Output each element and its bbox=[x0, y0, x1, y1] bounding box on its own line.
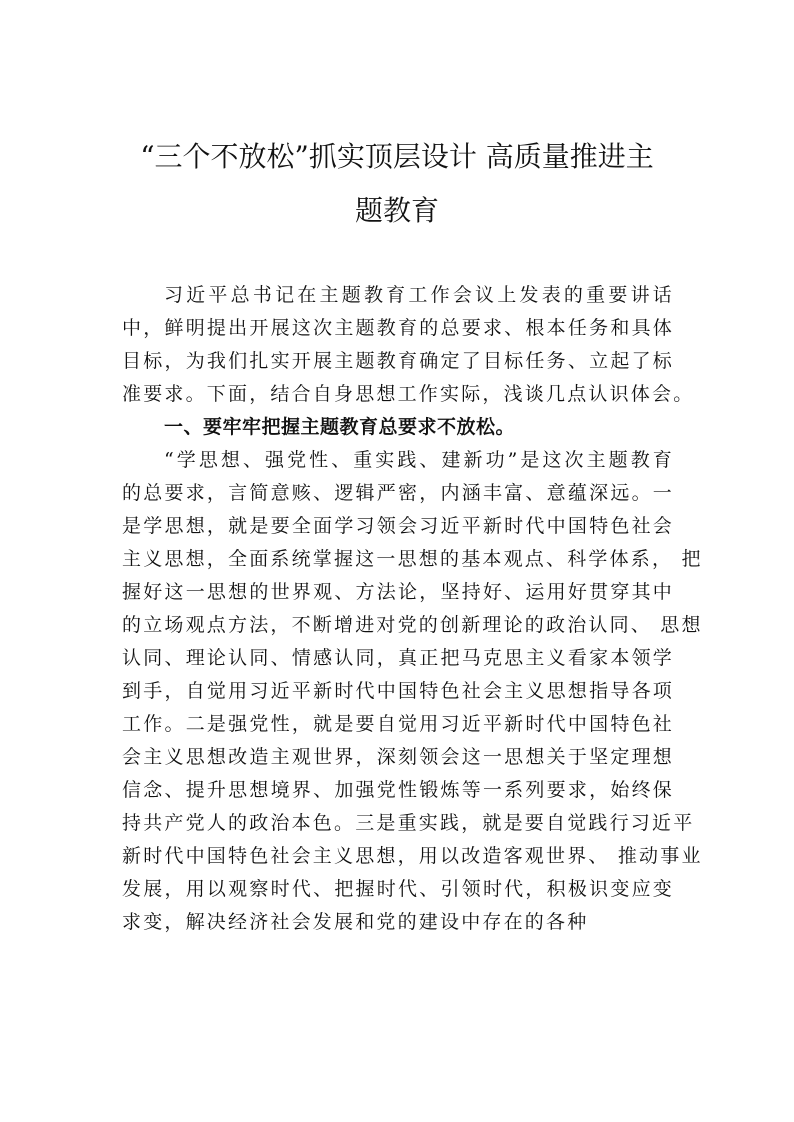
heading-text: 一、要牢牢把握主题教育总要求不放松。 bbox=[164, 416, 516, 438]
text-line: 习近平总书记在主题教育工作会议上发表的重要讲话 bbox=[164, 284, 674, 306]
text-line: 信念、提升思想境界、加强党性锻炼等一系列要求，始终保 bbox=[122, 779, 674, 801]
text-line: 到手，自觉用习近平新时代中国特色社会主义思想指导各项 bbox=[122, 680, 674, 702]
text-line: 目标，为我们扎实开展主题教育确定了目标任务、立起了标 bbox=[122, 350, 674, 372]
document-body bbox=[122, 279, 703, 939]
text-line: 握好这一思想的世界观、方法论，坚持好、运用好贯穿其中 bbox=[122, 581, 674, 603]
text-line: 准要求。下面，结合自身思想工作实际，浅谈几点认识体会。 bbox=[122, 383, 695, 405]
section-heading-1 bbox=[122, 411, 674, 444]
text-line: 是学思想，就是要全面学习领会习近平新时代中国特色社会 bbox=[122, 515, 674, 537]
text-line: 的立场观点方法，不断增进对党的创新理论的政治认同、 思想 bbox=[122, 614, 703, 636]
text-line: 求变，解决经济社会发展和党的建设中存在的各种 bbox=[122, 911, 589, 933]
text-line: 新时代中国特色社会主义思想，用以改造客观世界、 推动事业 bbox=[122, 845, 703, 867]
intro-paragraph bbox=[122, 279, 695, 411]
text-line: “学思想、强党性、重实践、建新功”是这次主题教育 bbox=[164, 449, 674, 471]
text-line: 发展，用以观察时代、把握时代、引领时代，积极识变应变 bbox=[122, 878, 674, 900]
text-line: 中，鲜明提出开展这次主题教育的总要求、根本任务和具体 bbox=[122, 317, 674, 339]
text-line: 持共产党人的政治本色。三是重实践，就是要自觉践行习近平 bbox=[122, 812, 695, 834]
text-line: 工作。二是强党性，就是要自觉用习近平新时代中国特色社 bbox=[122, 713, 674, 735]
text-line: 会主义思想改造主观世界，深刻领会这一思想关于坚定理想 bbox=[122, 746, 674, 768]
title-line-1: “三个不放松”抓实顶层设计 高质量推进主 bbox=[140, 140, 654, 173]
text-line: 认同、理论认同、情感认同，真正把马克思主义看家本领学 bbox=[122, 647, 674, 669]
title-line-2: 题教育 bbox=[354, 194, 439, 227]
document-title bbox=[100, 130, 694, 238]
section-1-paragraph bbox=[122, 444, 703, 939]
text-line: 的总要求，言简意赅、逻辑严密，内涵丰富、意蕴深远。一 bbox=[122, 482, 674, 504]
text-line: 主义思想，全面系统掌握这一思想的基本观点、科学体系， 把 bbox=[122, 548, 703, 570]
